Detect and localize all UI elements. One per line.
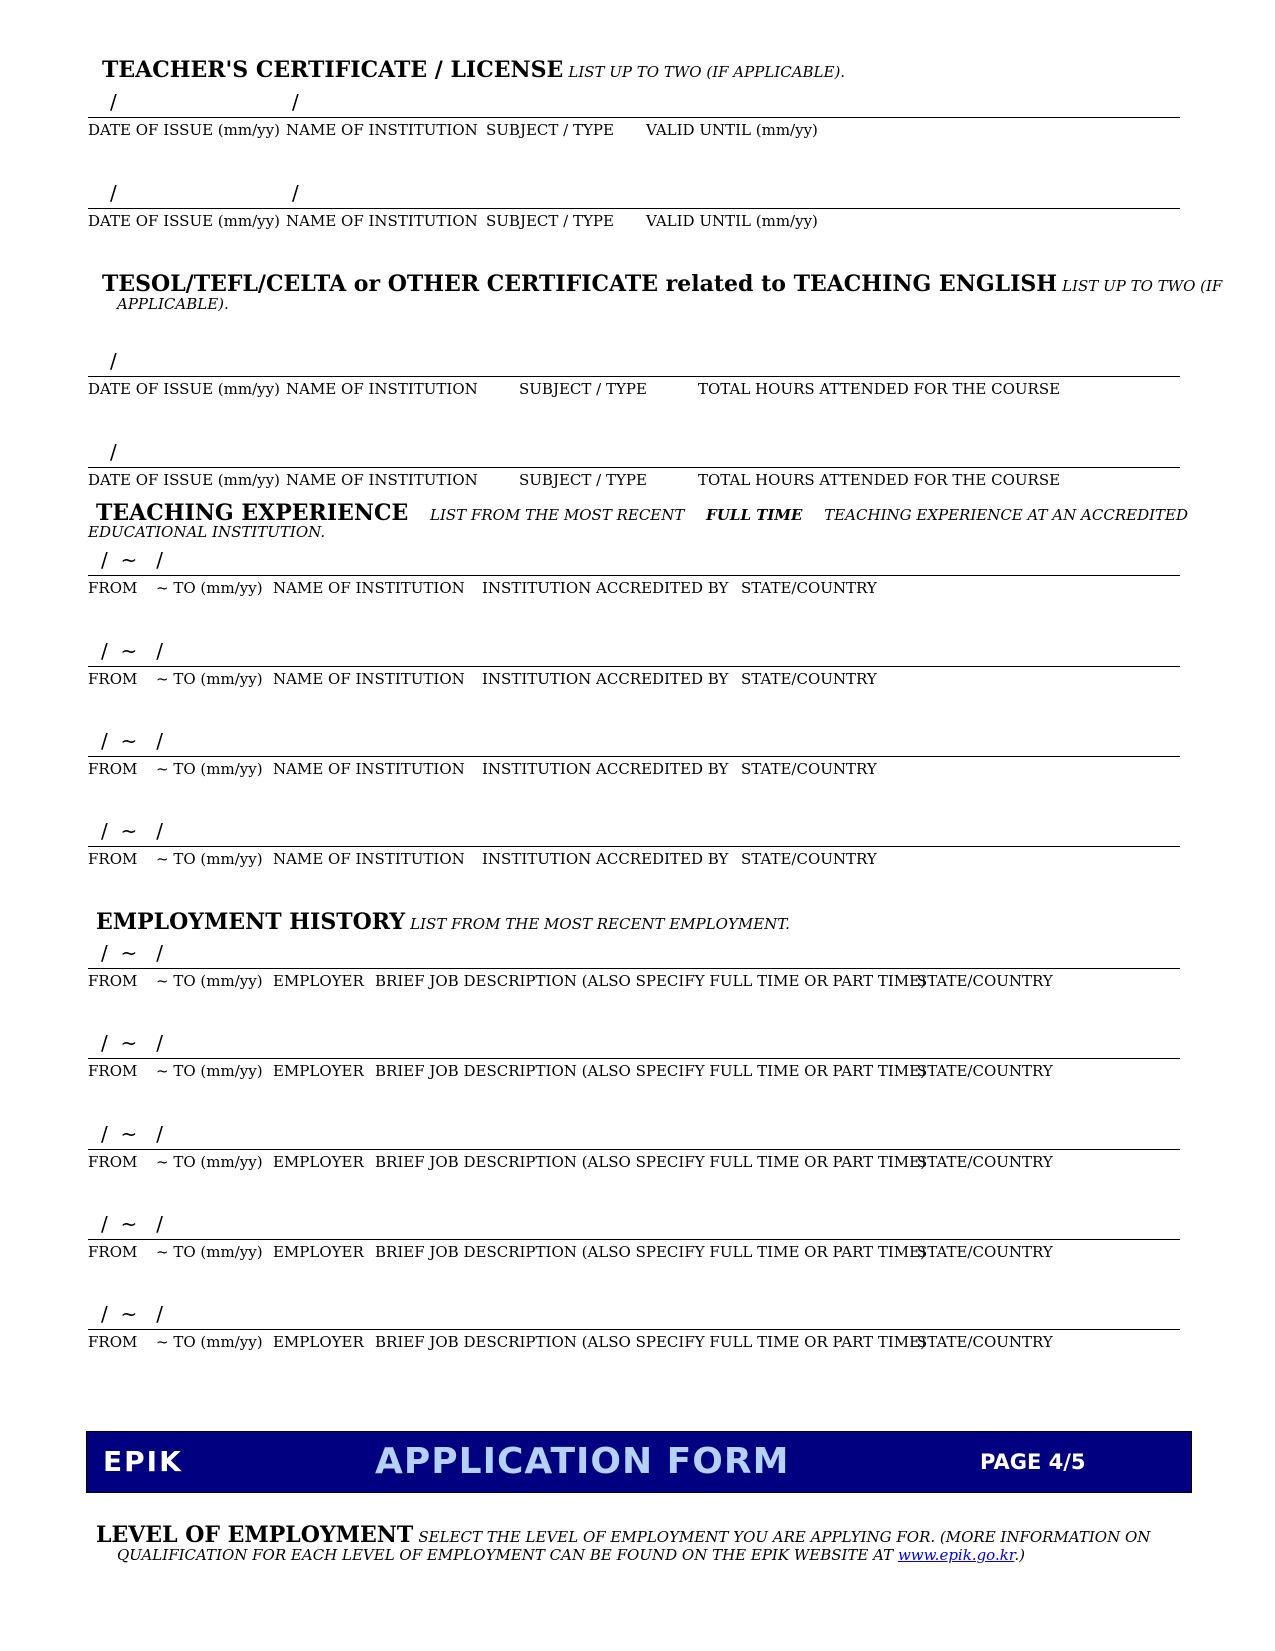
field-label: NAME OF INSTITUTION: [286, 380, 478, 398]
date-separator: / ~ /: [101, 941, 164, 965]
field-label: DATE OF ISSUE (mm/yy): [88, 121, 280, 139]
field-label: BRIEF JOB DESCRIPTION (ALSO SPECIFY FULL TIME OR PART TIME): [375, 1243, 926, 1261]
section-title: TEACHER'S CERTIFICATE / LICENSE: [102, 57, 564, 83]
date-separator: / ~ /: [101, 639, 164, 663]
date-separator: /: [110, 181, 117, 205]
field-label: SUBJECT / TYPE: [486, 212, 614, 230]
date-separator: / ~ /: [101, 1302, 164, 1326]
field-label: EMPLOYER: [273, 1062, 364, 1080]
field-label: STATE/COUNTRY: [917, 1153, 1053, 1171]
field-label: FROM: [88, 1333, 138, 1351]
field-label: EMPLOYER: [273, 1243, 364, 1261]
date-separator: /: [110, 349, 117, 373]
field-label: STATE/COUNTRY: [917, 1333, 1053, 1351]
date-separator: /: [110, 440, 117, 464]
section-title: EMPLOYMENT HISTORY: [96, 909, 406, 935]
field-label: SUBJECT / TYPE: [519, 471, 647, 489]
field-label: NAME OF INSTITUTION: [286, 212, 478, 230]
employment-entry-line-3[interactable]: [88, 1149, 1180, 1150]
field-label: TOTAL HOURS ATTENDED FOR THE COURSE: [698, 471, 1061, 489]
teacher_cert-entry-line-1[interactable]: [88, 117, 1180, 118]
field-label: EMPLOYER: [273, 1333, 364, 1351]
teaching_exp-entry-line-2[interactable]: [88, 666, 1180, 667]
field-label: SUBJECT / TYPE: [519, 380, 647, 398]
teacher-cert-heading: [102, 57, 845, 83]
field-label: ~ TO (mm/yy): [156, 850, 263, 868]
field-label: TOTAL HOURS ATTENDED FOR THE COURSE: [698, 380, 1061, 398]
field-label: DATE OF ISSUE (mm/yy): [88, 380, 280, 398]
field-label: BRIEF JOB DESCRIPTION (ALSO SPECIFY FULL TIME OR PART TIME): [375, 1333, 926, 1351]
level-note-text: QUALIFICATION FOR EACH LEVEL OF EMPLOYMENT CAN BE FOUND ON THE EPIK WEBSITE AT: [117, 1546, 894, 1564]
banner-epik: EPIK: [103, 1445, 183, 1478]
field-label: BRIEF JOB DESCRIPTION (ALSO SPECIFY FULL TIME OR PART TIME): [375, 1153, 926, 1171]
field-label: NAME OF INSTITUTION: [286, 121, 478, 139]
epik-website-link[interactable]: www.epik.go.kr: [897, 1546, 1015, 1564]
teaching_exp-entry-line-3[interactable]: [88, 756, 1180, 757]
teaching_exp-entry-line-1[interactable]: [88, 575, 1180, 576]
teacher_cert-entry-line-2[interactable]: [88, 208, 1180, 209]
field-label: EMPLOYER: [273, 972, 364, 990]
field-label: STATE/COUNTRY: [741, 579, 877, 597]
field-label: FROM: [88, 579, 138, 597]
field-label: VALID UNTIL (mm/yy): [646, 121, 818, 139]
field-label: NAME OF INSTITUTION: [273, 579, 465, 597]
date-separator: / ~ /: [101, 1031, 164, 1055]
field-label: FROM: [88, 1062, 138, 1080]
field-label: FROM: [88, 670, 138, 688]
date-separator: / ~ /: [101, 548, 164, 572]
field-label: SUBJECT / TYPE: [486, 121, 614, 139]
field-label: ~ TO (mm/yy): [156, 579, 263, 597]
field-label: DATE OF ISSUE (mm/yy): [88, 212, 280, 230]
field-label: FROM: [88, 850, 138, 868]
date-separator: /: [292, 181, 299, 205]
section-note: TEACHING EXPERIENCE AT AN ACCREDITED: [824, 506, 1188, 524]
employment-entry-line-5[interactable]: [88, 1329, 1180, 1330]
section-note: LIST FROM THE MOST RECENT: [430, 506, 685, 524]
employment-entry-line-1[interactable]: [88, 968, 1180, 969]
field-label: STATE/COUNTRY: [741, 850, 877, 868]
section-note-bold: FULL TIME: [706, 506, 803, 524]
field-label: FROM: [88, 1243, 138, 1261]
date-separator: /: [110, 90, 117, 114]
field-label: NAME OF INSTITUTION: [286, 471, 478, 489]
banner-page: PAGE 4/5: [980, 1450, 1086, 1474]
section-title: LEVEL OF EMPLOYMENT: [96, 1522, 414, 1548]
field-label: VALID UNTIL (mm/yy): [646, 212, 818, 230]
field-label: ~ TO (mm/yy): [156, 1153, 263, 1171]
section-note-cont: APPLICABLE).: [117, 295, 229, 313]
field-label: FROM: [88, 1153, 138, 1171]
section-title: TEACHING EXPERIENCE: [96, 500, 409, 526]
field-label: NAME OF INSTITUTION: [273, 850, 465, 868]
employment-heading: [96, 909, 790, 935]
field-label: STATE/COUNTRY: [917, 972, 1053, 990]
date-separator: /: [292, 90, 299, 114]
form-banner: [86, 1431, 1192, 1493]
date-separator: / ~ /: [101, 819, 164, 843]
employment-entry-line-4[interactable]: [88, 1239, 1180, 1240]
field-label: ~ TO (mm/yy): [156, 972, 263, 990]
level-note-end: .): [1014, 1546, 1025, 1564]
field-label: FROM: [88, 760, 138, 778]
employment-entry-line-2[interactable]: [88, 1058, 1180, 1059]
section-note: LIST UP TO TWO (IF APPLICABLE).: [568, 63, 846, 81]
field-label: ~ TO (mm/yy): [156, 760, 263, 778]
field-label: STATE/COUNTRY: [741, 760, 877, 778]
section-note: LIST UP TO TWO (IF: [1062, 277, 1223, 295]
banner-title: APPLICATION FORM: [375, 1441, 790, 1482]
field-label: NAME OF INSTITUTION: [273, 760, 465, 778]
field-label: BRIEF JOB DESCRIPTION (ALSO SPECIFY FULL TIME OR PART TIME): [375, 1062, 926, 1080]
date-separator: / ~ /: [101, 1122, 164, 1146]
section-note: LIST FROM THE MOST RECENT EMPLOYMENT.: [410, 915, 790, 933]
field-label: DATE OF ISSUE (mm/yy): [88, 471, 280, 489]
level-heading: [96, 1522, 1150, 1548]
date-separator: / ~ /: [101, 729, 164, 753]
date-separator: / ~ /: [101, 1212, 164, 1236]
field-label: FROM: [88, 972, 138, 990]
tesol-heading: [102, 271, 1222, 297]
field-label: ~ TO (mm/yy): [156, 1062, 263, 1080]
teaching_exp-entry-line-4[interactable]: [88, 846, 1180, 847]
field-label: INSTITUTION ACCREDITED BY: [482, 850, 729, 868]
field-label: ~ TO (mm/yy): [156, 1243, 263, 1261]
section-note: SELECT THE LEVEL OF EMPLOYMENT YOU ARE APPLYING FOR. (MORE INFORMATION ON: [418, 1528, 1151, 1546]
field-label: INSTITUTION ACCREDITED BY: [482, 579, 729, 597]
field-label: STATE/COUNTRY: [741, 670, 877, 688]
field-label: NAME OF INSTITUTION: [273, 670, 465, 688]
section-title: TESOL/TEFL/CELTA or OTHER CERTIFICATE related to TEACHING ENGLISH: [102, 271, 1058, 297]
field-label: STATE/COUNTRY: [917, 1243, 1053, 1261]
field-label: INSTITUTION ACCREDITED BY: [482, 670, 729, 688]
tesol_cert-entry-line-1[interactable]: [88, 376, 1180, 377]
field-label: EMPLOYER: [273, 1153, 364, 1171]
tesol_cert-entry-line-2[interactable]: [88, 467, 1180, 468]
field-label: INSTITUTION ACCREDITED BY: [482, 760, 729, 778]
field-label: ~ TO (mm/yy): [156, 1333, 263, 1351]
field-label: STATE/COUNTRY: [917, 1062, 1053, 1080]
field-label: BRIEF JOB DESCRIPTION (ALSO SPECIFY FULL TIME OR PART TIME): [375, 972, 926, 990]
field-label: ~ TO (mm/yy): [156, 670, 263, 688]
level-note-cont: [117, 1546, 1025, 1564]
section-note-cont: EDUCATIONAL INSTITUTION.: [88, 523, 326, 541]
